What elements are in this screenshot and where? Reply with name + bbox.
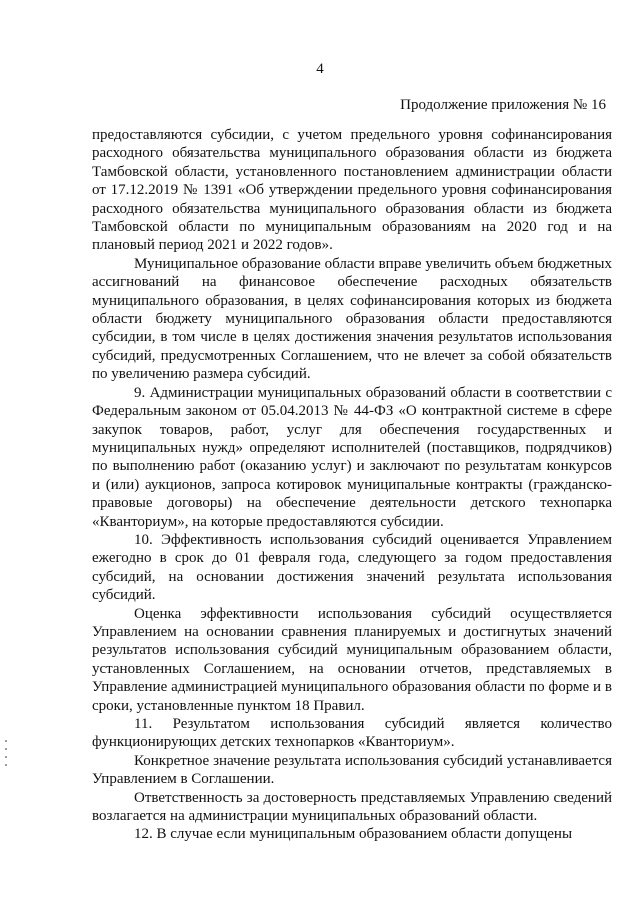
scan-margin-marks [4,740,8,770]
scan-dot [5,748,7,750]
paragraph-continuation: предоставляются субсидии, с учетом предельного уровня софинансирования расходного обязательства муниципального образования области из бюджета Тамбовской области, установленного постановлением администрации области от 17.12.2019 № 1391 «Об утверждении предельного уровня софинансирования расходного обязательства муниципального образования области из бюджета Тамбовской области по муниципальным образованиям на 2020 год и на плановый период 2021 и 2022 годов». [92,127,612,254]
paragraph-item-11: 11. Результатом использования субсидий является количество функционирующих детских технопарков «Кванториум». [92,716,612,751]
paragraph-result-value: Конкретное значение результата использования субсидий устанавливается Управлением в Соглашении. [92,752,612,788]
document-body [92,126,612,844]
paragraph-item-12: 12. В случае если муниципальным образованием области допущены [134,826,573,843]
paragraph-budget-allocations: Муниципальное образование области вправе увеличить объем бюджетных ассигнований на финансовое обеспечение расходных обязательств муниципального образования, в целях софинансирования которых из бюджета области бюджету муниципального образования области предоставляются субсидии, в том числе в целях достижения значения результатов использования субсидий, предусмотренных Соглашением, что не влечет за собой обязательств по увеличению размера субсидий. [92,255,612,383]
page-number: 4 [316,61,324,77]
scan-dot [5,740,7,742]
paragraph-efficiency-assessment: Оценка эффективности использования субсидий осуществляется Управлением на основании сравнения планируемых и достигнутых значений результатов использования субсидий муниципальным образованием области, установленных Соглашением, на основании отчетов, представляемых в Управление администрацией муниципального образования области по форме и в сроки, установленные пунктом 18 Правил. [92,605,612,714]
scan-dot [5,764,7,766]
paragraph-responsibility: Ответственность за достоверность представляемых Управлению сведений возлагается на администрации муниципальных образований области. [92,789,612,825]
appendix-continuation-header: Продолжение приложения № 16 [400,97,606,113]
paragraph-item-10: 10. Эффективность использования субсидий оценивается Управлением ежегодно в срок до 01 февраля года, следующего за годом предоставления субсидий, на основании достижения значений результата использования субсидий. [92,531,612,604]
paragraph-item-9: 9. Администрации муниципальных образований области в соответствии с Федеральным законом от 05.04.2013 № 44-ФЗ «О контрактной системе в сфере закупок товаров, работ, услуг для обеспечения государственных и муниципальных нужд» определяют исполнителей (поставщиков, подрядчиков) по выполнению работ (оказанию услуг) и заключают по результатам конкурсов и (или) аукционов, запроса котировок муниципальные контракты (гражданско-правовые договоры) на обеспечение деятельности детского технопарка «Кванториум», на которые предоставляются субсидии. [92,384,612,530]
scan-dot [5,756,7,758]
